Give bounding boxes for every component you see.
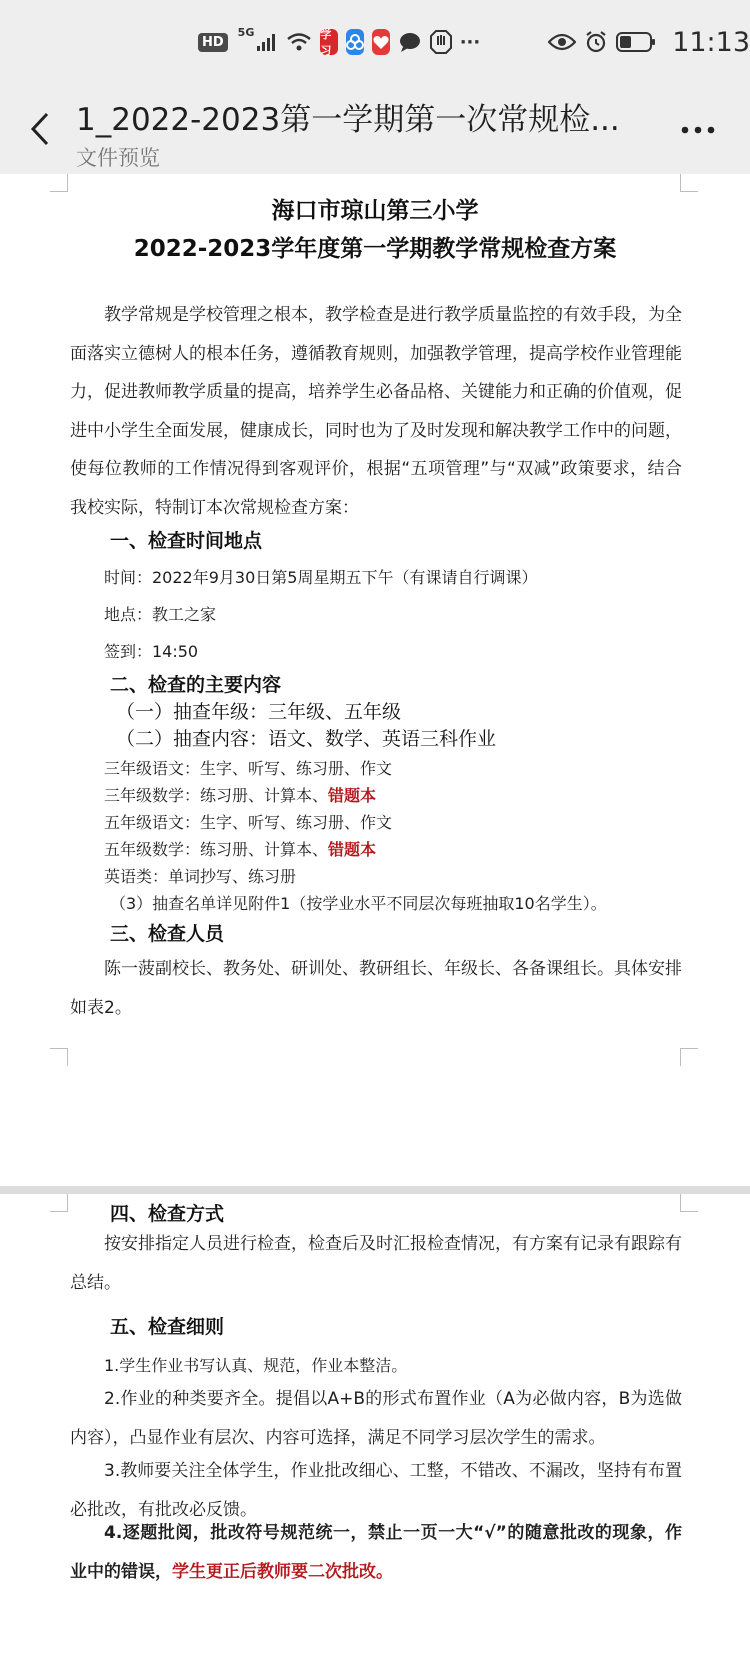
clock-time: 11:13 bbox=[672, 26, 750, 58]
page-corner-mark bbox=[50, 1048, 68, 1066]
list-item: 五年级数学：练习册、计算本、错题本 bbox=[104, 840, 377, 859]
section-heading-main-content: 二、检查的主要内容 bbox=[110, 674, 282, 696]
document-page-2[interactable] bbox=[0, 1194, 750, 1667]
more-notifications-icon: ··· bbox=[459, 31, 481, 53]
wifi-icon bbox=[286, 32, 312, 52]
page-corner-mark bbox=[50, 174, 68, 192]
rule-4: 4.逐题批阅，批改符号规范统一，禁止一页一大“√”的随意批改的现象，作业中的错误，学生更正后教师要二次批改。 bbox=[70, 1523, 682, 1582]
document-page-1[interactable] bbox=[0, 174, 750, 1186]
battery-icon bbox=[616, 31, 656, 53]
more-options-button[interactable] bbox=[672, 112, 724, 148]
check-time-line: 时间：2022年9月30日第5周星期五下午（有课请自行调课） bbox=[104, 568, 538, 587]
section-heading-personnel: 三、检查人员 bbox=[110, 923, 225, 945]
network-type-label: 5G bbox=[237, 26, 255, 39]
highlight-error-book: 错题本 bbox=[328, 840, 377, 859]
chevron-left-icon bbox=[29, 111, 51, 147]
signin-time-line: 签到：14:50 bbox=[104, 642, 199, 661]
list-item: 五年级语文：生字、听写、练习册、作文 bbox=[104, 813, 393, 832]
intro-paragraph: 教学常规是学校管理之根本，教学检查是进行教学质量监控的有效手段，为全面落实立德树人的根本任务，遵循教育规则，加强教学管理，提高学校作业管理能力，促进教师教学质量的提高，培养学生必备品格、关键能力和正确的价值观，促进中小学生全面发展，健康成长，同时也为了及时发现和解决教学工作中的问题，使每位教师的工作情况得到客观评价，根据“五项管理”与“双减”政策要求，结合我校实际，特制订本次常规检查方案： bbox=[70, 305, 682, 518]
alarm-icon bbox=[584, 30, 608, 54]
sampling-list-note: （3）抽查名单详见附件1（按学业水平不同层次每班抽取10名学生）。 bbox=[110, 894, 607, 913]
red-app-icon bbox=[372, 29, 390, 55]
app-header bbox=[0, 84, 750, 174]
page-corner-mark bbox=[680, 1194, 698, 1212]
signal-icon bbox=[256, 32, 278, 52]
rule-2: 2.作业的种类要齐全。提倡以A+B的形式布置作业（A为必做内容，B为选做内容），凸显作业有层次、内容可选择，满足不同学习层次学生的需求。 bbox=[70, 1389, 682, 1448]
section-heading-time-place: 一、检查时间地点 bbox=[110, 530, 263, 552]
plan-title-heading: 2022-2023学年度第一学期教学常规检查方案 bbox=[133, 236, 617, 262]
section-heading-rules: 五、检查细则 bbox=[110, 1316, 225, 1338]
page-corner-mark bbox=[680, 1048, 698, 1066]
back-button[interactable] bbox=[20, 104, 60, 154]
highlight-error-book: 错题本 bbox=[328, 786, 377, 805]
message-icon bbox=[398, 31, 422, 53]
document-title: 1_2022-2023第一学期第一次常规检... bbox=[76, 102, 620, 138]
school-name-heading: 海口市琼山第三小学 bbox=[271, 198, 479, 224]
list-item: 三年级数学：练习册、计算本、错题本 bbox=[104, 786, 377, 805]
document-subtitle: 文件预览 bbox=[76, 146, 160, 170]
section-heading-method: 四、检查方式 bbox=[110, 1203, 225, 1225]
list-item: 英语类：单词抄写、练习册 bbox=[104, 867, 297, 886]
personnel-paragraph: 陈一菠副校长、教务处、研训处、教研组长、年级长、各备课组长。具体安排如表2。 bbox=[70, 959, 682, 1018]
blue-app-icon bbox=[346, 29, 364, 55]
grades-subheading: （一）抽查年级：三年级、五年级 bbox=[116, 701, 402, 723]
status-bar bbox=[0, 0, 750, 84]
page-corner-mark bbox=[680, 174, 698, 192]
method-paragraph: 按安排指定人员进行检查，检查后及时汇报检查情况，有方案有记录有跟踪有总结。 bbox=[70, 1234, 682, 1293]
rule-1: 1.学生作业书写认真、规范，作业本整洁。 bbox=[104, 1356, 408, 1375]
page-separator bbox=[0, 1186, 750, 1194]
subjects-subheading: （二）抽查内容：语文、数学、英语三科作业 bbox=[116, 728, 497, 750]
more-dots-icon bbox=[680, 125, 716, 135]
page-corner-mark bbox=[50, 1194, 68, 1212]
hd-voice-icon: HD bbox=[198, 33, 228, 52]
xuexi-app-icon: 学习 bbox=[320, 29, 337, 55]
hand-icon bbox=[430, 30, 452, 54]
list-item: 三年级语文：生字、听写、练习册、作文 bbox=[104, 759, 393, 778]
check-place-line: 地点：教工之家 bbox=[104, 605, 217, 624]
rule-3: 3.教师要关注全体学生，作业批改细心、工整，不错改、不漏改，坚持有布置必批改，有批改必反馈。 bbox=[70, 1461, 682, 1520]
rule-4-highlight: 学生更正后教师要二次批改。 bbox=[172, 1561, 393, 1582]
eye-icon bbox=[548, 32, 576, 52]
